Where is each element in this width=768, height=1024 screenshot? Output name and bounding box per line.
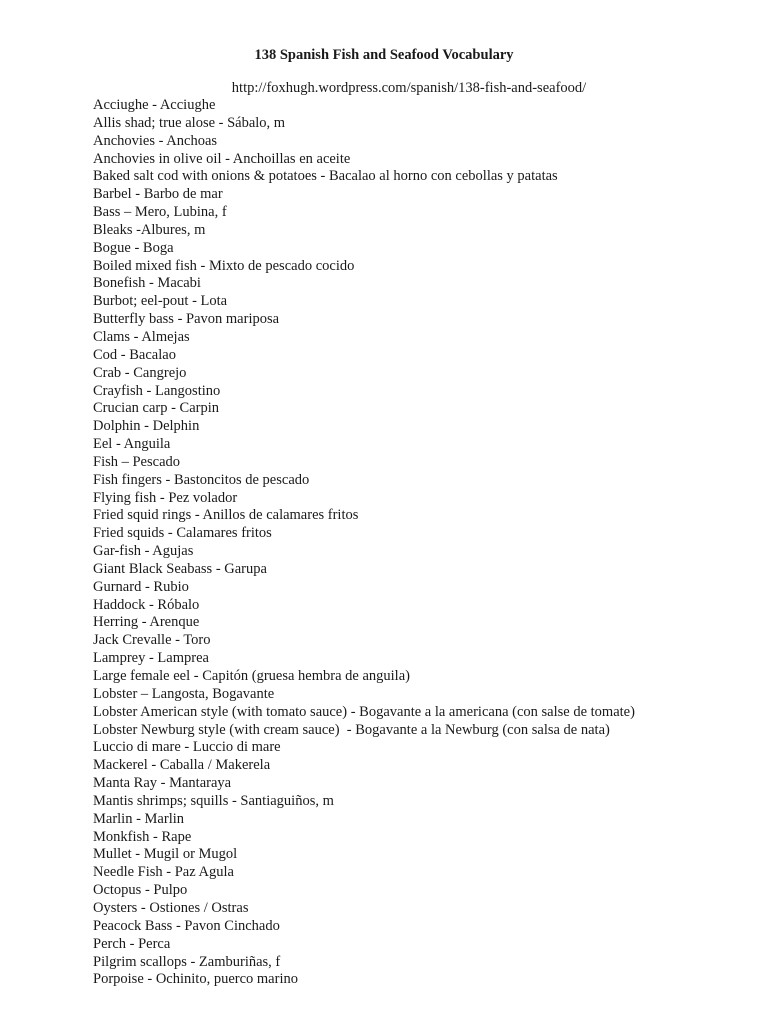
vocab-entry: Boiled mixed fish - Mixto de pescado cocido [93,257,355,274]
vocab-entry: Fried squids - Calamares fritos [93,525,272,542]
vocab-entry: Manta Ray - Mantaraya [93,775,232,792]
vocab-entry: Lobster – Langosta, Bogavante [93,685,275,702]
vocab-entry: Porpoise - Ochinito, puerco marino [93,971,298,988]
vocab-entry: Herring - Arenque [93,614,200,631]
vocab-entry: Needle Fish - Paz Agula [93,864,234,881]
vocab-entry: Dolphin - Delphin [93,418,200,435]
vocab-entry: Fish – Pescado [93,453,180,470]
vocabulary-list [93,97,635,989]
vocab-entry: Marlin - Marlin [93,810,185,827]
vocab-entry: Crayfish - Langostino [93,382,221,399]
vocab-entry: Allis shad; true alose - Sábalo, m [93,114,286,131]
vocab-entry: Gar-fish - Agujas [93,543,194,560]
vocab-entry: Pilgrim scallops - Zamburiñas, f [93,953,281,970]
vocab-entry: Mullet - Mugil or Mugol [93,846,238,863]
source-url: http://foxhugh.wordpress.com/spanish/138-fish-and-seafood/ [231,80,587,96]
vocab-entry: Mackerel - Caballa / Makerela [93,757,271,774]
vocab-entry: Butterfly bass - Pavon mariposa [93,311,280,328]
vocab-entry: Clams - Almejas [93,328,190,345]
vocab-entry: Bonefish - Macabi [93,275,201,292]
vocab-entry: Eel - Anguila [93,436,171,453]
vocab-entry: Barbel - Barbo de mar [93,186,223,203]
vocab-entry: Peacock Bass - Pavon Cinchado [93,917,280,934]
vocab-entry: Luccio di mare - Luccio di mare [93,739,281,756]
vocab-entry: Crucian carp - Carpin [93,400,220,417]
vocab-entry: Anchovies - Anchoas [93,132,218,149]
vocab-entry: Mantis shrimps; squills - Santiaguiños, m [93,792,334,809]
vocab-entry: Perch - Perca [93,935,171,952]
vocab-entry: Fried squid rings - Anillos de calamares fritos [93,507,359,524]
vocab-entry: Monkfish - Rape [93,828,192,845]
vocab-entry: Lamprey - Lamprea [93,650,209,667]
vocab-entry: Crab - Cangrejo [93,364,187,381]
vocab-entry: Bleaks -Albures, m [93,221,206,238]
vocab-entry: Flying fish - Pez volador [93,489,238,506]
vocab-entry: Anchovies in olive oil - Anchoillas en aceite [93,150,351,167]
vocab-entry: Giant Black Seabass - Garupa [93,560,267,577]
vocab-entry: Large female eel - Capitón (gruesa hembra de anguila) [93,668,410,684]
vocab-entry: Gurnard - Rubio [93,578,189,595]
document-title: 138 Spanish Fish and Seafood Vocabulary [254,47,514,63]
vocab-entry: Lobster American style (with tomato sauce) - Bogavante a la americana (con salse de tomate) [93,703,635,720]
vocab-entry: Cod - Bacalao [93,346,176,363]
vocab-entry: Acciughe - Acciughe [93,97,216,113]
vocab-entry: Jack Crevalle - Toro [93,632,211,649]
vocab-entry: Fish fingers - Bastoncitos de pescado [93,471,310,488]
vocab-entry: Bass – Mero, Lubina, f [93,204,227,221]
vocab-entry: Haddock - Róbalo [93,596,200,613]
vocab-entry: Burbot; eel-pout - Lota [93,293,228,310]
vocab-entry: Baked salt cod with onions & potatoes - Bacalao al horno con cebollas y patatas [93,168,558,185]
vocab-entry: Bogue - Boga [93,239,174,256]
vocab-entry: Lobster Newburg style (with cream sauce) - Bogavante a la Newburg (con salsa de nata) [93,721,610,738]
vocab-entry: Octopus - Pulpo [93,882,188,899]
vocab-entry: Oysters - Ostiones / Ostras [93,899,249,916]
